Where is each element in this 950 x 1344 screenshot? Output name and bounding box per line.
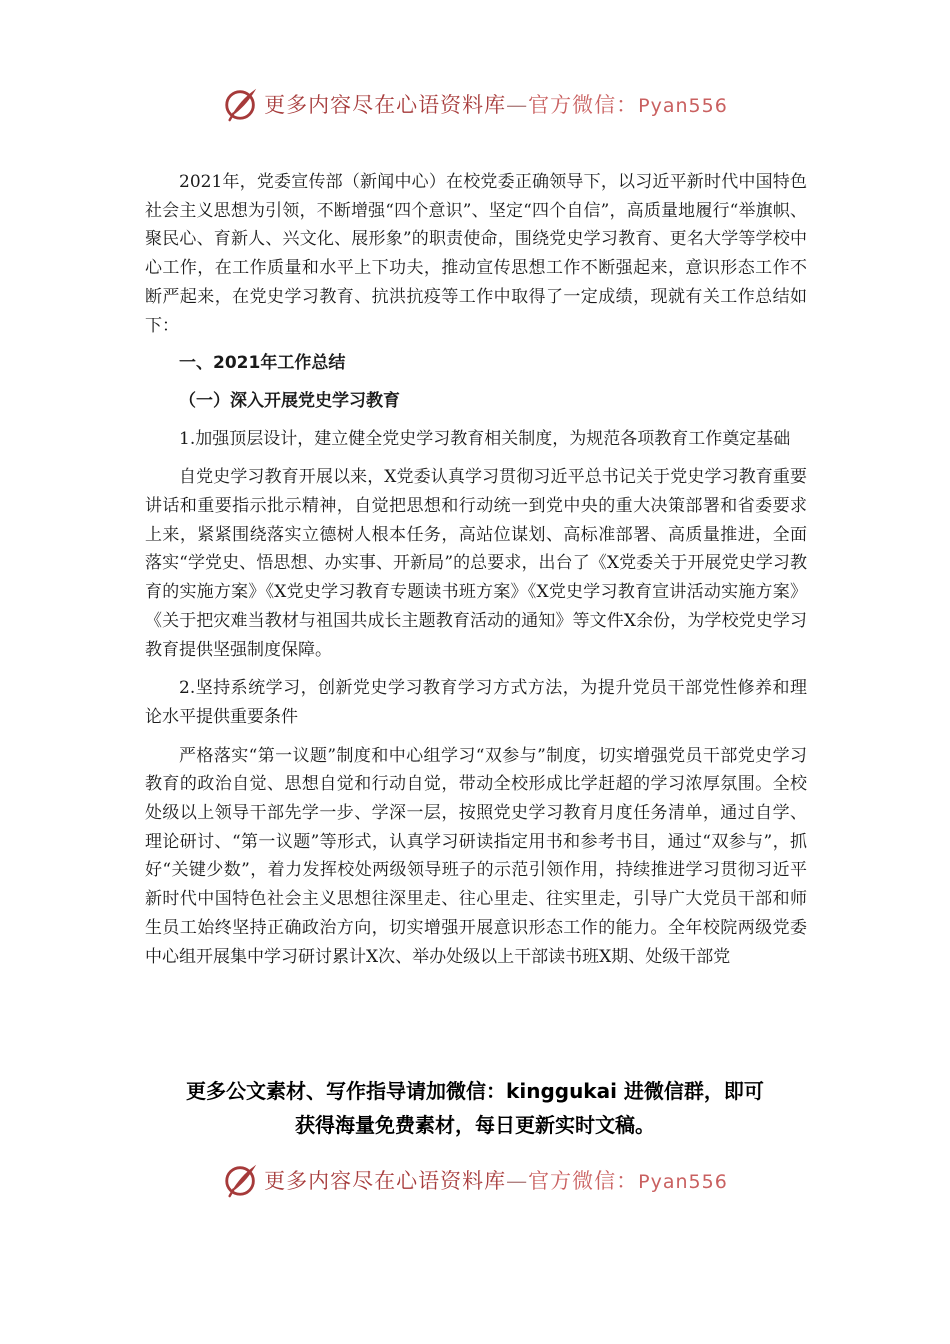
header-banner <box>0 82 950 126</box>
subsection-heading: （一）深入开展党史学习教育 <box>179 390 400 411</box>
document-body <box>145 168 807 971</box>
promo-notice <box>100 1074 850 1142</box>
quill-logo-icon <box>222 1161 260 1199</box>
item1-body: 自党史学习教育开展以来，X党委认真学习贯彻习近平总书记关于党史学习教育重要讲话和重要指示批示精神，自觉把思想和行动统一到党中央的重大决策部署和省委要求上来，紧紧围绕落实立德树人根本任务，高站位谋划、高标准部署、高质量推进，全面落实“学党史、悟思想、办实事、开新局”的总要求，出台了《X党委关于开展党史学习教育的实施方案》《X党史学习教育专题读书班方案》《X党史学习教育宣讲活动实施方案》《关于把灾难当教材与祖国共成长主题教育活动的通知》等文件X余份，为学校党史学习教育提供坚强制度保障。 <box>145 467 807 660</box>
footer-brand: 更多内容尽在心语资料库—官方微信：Pyan556 <box>264 1169 728 1193</box>
quill-logo-icon <box>222 85 260 123</box>
header-brand: 更多内容尽在心语资料库—官方微信：Pyan556 <box>264 93 728 117</box>
promo-line-2: 获得海量免费素材，每日更新实时文稿。 <box>295 1113 655 1137</box>
item2-body: 严格落实“第一议题”制度和中心组学习“双参与”制度，切实增强党员干部党史学习教育的政治自觉、思想自觉和行动自觉，带动全校形成比学赶超的学习浓厚氛围。全校处级以上领导干部先学一步、学深一层，按照党史学习教育月度任务清单，通过自学、理论研讨、“第一议题”等形式，认真学习研读指定用书和参考书目，通过“双参与”，抓好“关键少数”，着力发挥校处两级领导班子的示范引领作用，持续推进学习贯彻习近平新时代中国特色社会主义思想往深里走、往心里走、往实里走，引导广大党员干部和师生员工始终坚持正确政治方向，切实增强开展意识形态工作的能力。全年校院两级党委中心组开展集中学习研讨累计X次、举办处级以上干部读书班X期、处级干部党 <box>145 745 807 967</box>
footer-banner <box>0 1158 950 1202</box>
item1-heading: 1.加强顶层设计，建立健全党史学习教育相关制度，为规范各项教育工作奠定基础 <box>179 428 791 449</box>
intro-paragraph: 2021年，党委宣传部（新闻中心）在校党委正确领导下，以习近平新时代中国特色社会主义思想为引领，不断增强“四个意识”、坚定“四个自信”，高质量地履行“举旗帜、聚民心、育新人、兴文化、展形象”的职责使命，围绕党史学习教育、更名大学等学校中心工作，在工作质量和水平上下功夫，推动宣传思想工作不断强起来，意识形态工作不断严起来，在党史学习教育、抗洪抗疫等工作中取得了一定成绩，现就有关工作总结如下： <box>145 172 807 336</box>
item2-heading: 2.坚持系统学习，创新党史学习教育学习方式方法，为提升党员干部党性修养和理论水平提供重要条件 <box>145 678 807 727</box>
promo-line-1: 更多公文素材、写作指导请加微信：kinggukai 进微信群，即可 <box>186 1079 764 1103</box>
section-heading: 一、2021年工作总结 <box>179 353 346 374</box>
